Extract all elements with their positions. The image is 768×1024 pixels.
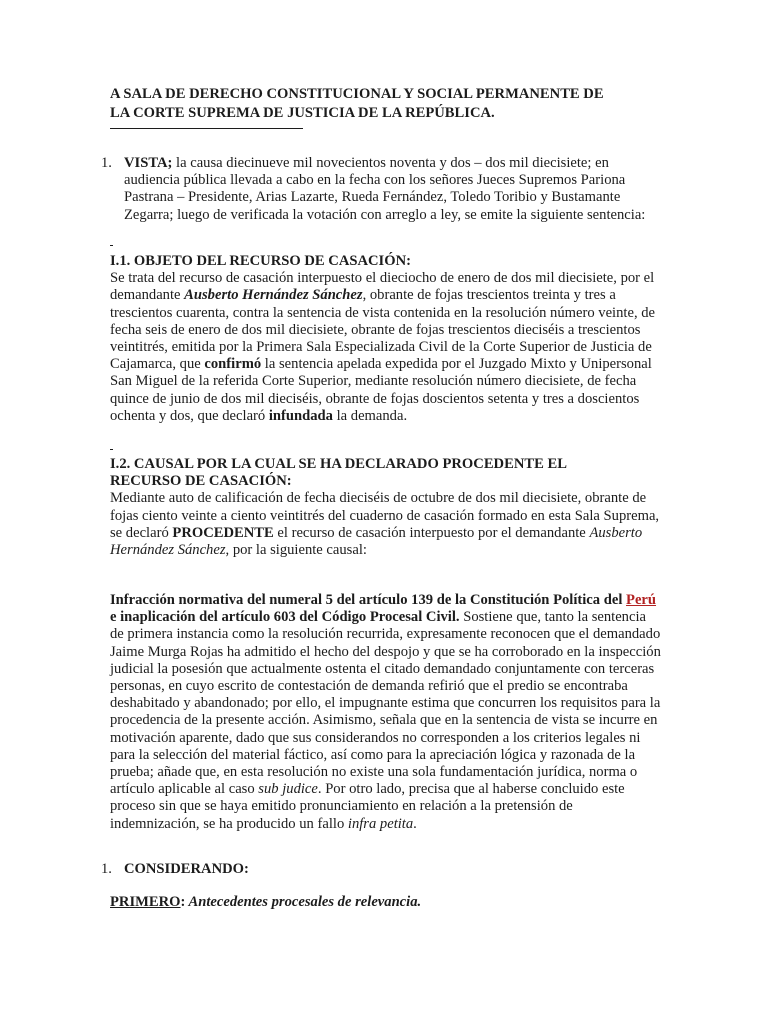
primero-text: Antecedentes procesales de relevancia. (185, 894, 422, 910)
primero-colon: : (180, 894, 186, 910)
infraccion-text-2: . Por otro lado, precisa que al haberse concluido este proceso sin que se haya emitido pronunciamiento en relación a la pretensión de indemnización, se ha producido un fallo (110, 781, 625, 832)
vista-number: 1. (101, 155, 112, 171)
causal-heading-line-2: RECURSO DE CASACIÓN: (110, 473, 292, 490)
court-header (110, 85, 662, 122)
objeto-text-1: Se trata del recurso de casación interpuesto el dieciocho de enero de dos mil diecisiete, por el demandante (110, 270, 655, 304)
section-marker (110, 449, 113, 450)
primero-heading (110, 894, 662, 911)
causal-text-3: , por la siguiente causal: (225, 542, 367, 559)
causal-heading-line-1: I.2. CAUSAL POR LA CUAL SE HA DECLARADO PROCEDENTE EL (110, 456, 567, 472)
court-header-line-1: A SALA DE DERECHO CONSTITUCIONAL Y SOCIAL PERMANENTE DE (110, 86, 604, 102)
court-header-line-2: LA CORTE SUPREMA DE JUSTICIA DE LA REPÚBLICA. (110, 104, 495, 121)
vista-text: la causa diecinueve mil novecientos noventa y dos – dos mil diecisiete; en audiencia pública llevada a cabo en la fecha con los señores Jueces Supremos Pariona Pastrana – Presidente, Arias Lazarte, Rueda Fernández, Toledo Toribio y Bustamante Zegarra; luego de verificada la votación con arreglo a ley, se emite la siguiente sentencia: (124, 155, 646, 223)
infraccion-text-3: . (413, 815, 417, 832)
causal-section (110, 456, 662, 559)
considerando-heading: CONSIDERANDO: (124, 861, 249, 877)
primero-label: PRIMERO (110, 894, 181, 910)
infraccion-infra-petita: infra petita (347, 815, 414, 832)
causal-paragraph (110, 490, 662, 559)
header-underline (110, 128, 303, 129)
causal-demandante-name: Ausberto Hernández Sánchez (110, 524, 643, 559)
vista-paragraph (124, 155, 662, 224)
infraccion-sub-judice: sub judice (258, 781, 318, 798)
causal-text-1: Mediante auto de calificación de fecha dieciséis de octubre de dos mil diecisiete, obrante de fojas ciento veinte a ciento veintitrés del cuaderno de casación formado en esta Sala Suprema, se declaró (110, 490, 660, 541)
objeto-infundada: infundada (268, 407, 333, 424)
peru-link[interactable]: Perú (626, 592, 657, 608)
considerando-number: 1. (101, 861, 112, 877)
causal-text-2: el recurso de casación interpuesto por el demandante (273, 524, 590, 541)
objeto-text-3: la sentencia apelada expedida por el Juzgado Mixto y Unipersonal San Miguel de la referida Corte Superior, mediante resolución número diecisiete, de fecha quince de junio de dos mil dieciséis, obrante de fojas doscientos setenta y tres a doscientos ochenta y dos, que declaró (110, 356, 652, 424)
infraccion-text-1: Sostiene que, tanto la sentencia de primera instancia como la resolución recurrida, expresamente reconocen que el demandado Jaime Murga Rojas ha admitido el hecho del despojo y que se ha corroborado en la inspección judicial la posesión que actualmente ostenta el citado demandado conjuntamente con terceras personas, en cuyo escrito de contestación de demanda refirió que el predio se encontraba deshabitado y abandonado; por ello, el impugnante estima que concurren los requisitos para la procedencia de la presente acción. Asimismo, señala que en la sentencia de vista se incurre en motivación aparente, dado que sus considerandos no corresponden a los criterios legales ni para la selección del material fáctico, así como para la apreciación lógica y razonada de la prueba; añade que, en esta resolución no existe una sola fundamentación jurídica, norma o artículo aplicable al caso (110, 609, 661, 798)
objeto-text-2: , obrante de fojas trescientos treinta y tres a trescientos cuarenta, contra la sentencia de vista contenida en la resolución número veinte, de fecha seis de enero de dos mil diecisiete, obrante de fojas trescientos dieciséis a trescientos veintitrés, emitida por la Primera Sala Especializada Civil de la Corte Superior de Justicia de Cajamarca, que (110, 287, 656, 373)
objeto-text-4: la demanda. (332, 407, 408, 424)
objeto-paragraph (110, 270, 662, 425)
vista-label: VISTA; (124, 155, 173, 171)
infraccion-paragraph (110, 592, 662, 833)
objeto-heading: I.1. OBJETO DEL RECURSO DE CASACIÓN: (110, 253, 411, 269)
infraccion-bold-2: e inaplicación del artículo 603 del Código Procesal Civil. (110, 609, 460, 626)
infraccion-bold-1: Infracción normativa del numeral 5 del artículo 139 de la Constitución Política del (110, 592, 627, 608)
objeto-demandante-name: Ausberto Hernández Sánchez (184, 287, 363, 304)
objeto-section (110, 253, 662, 425)
causal-procedente: PROCEDENTE (172, 524, 274, 541)
objeto-confirmo: confirmó (204, 356, 262, 373)
section-marker (110, 245, 113, 246)
